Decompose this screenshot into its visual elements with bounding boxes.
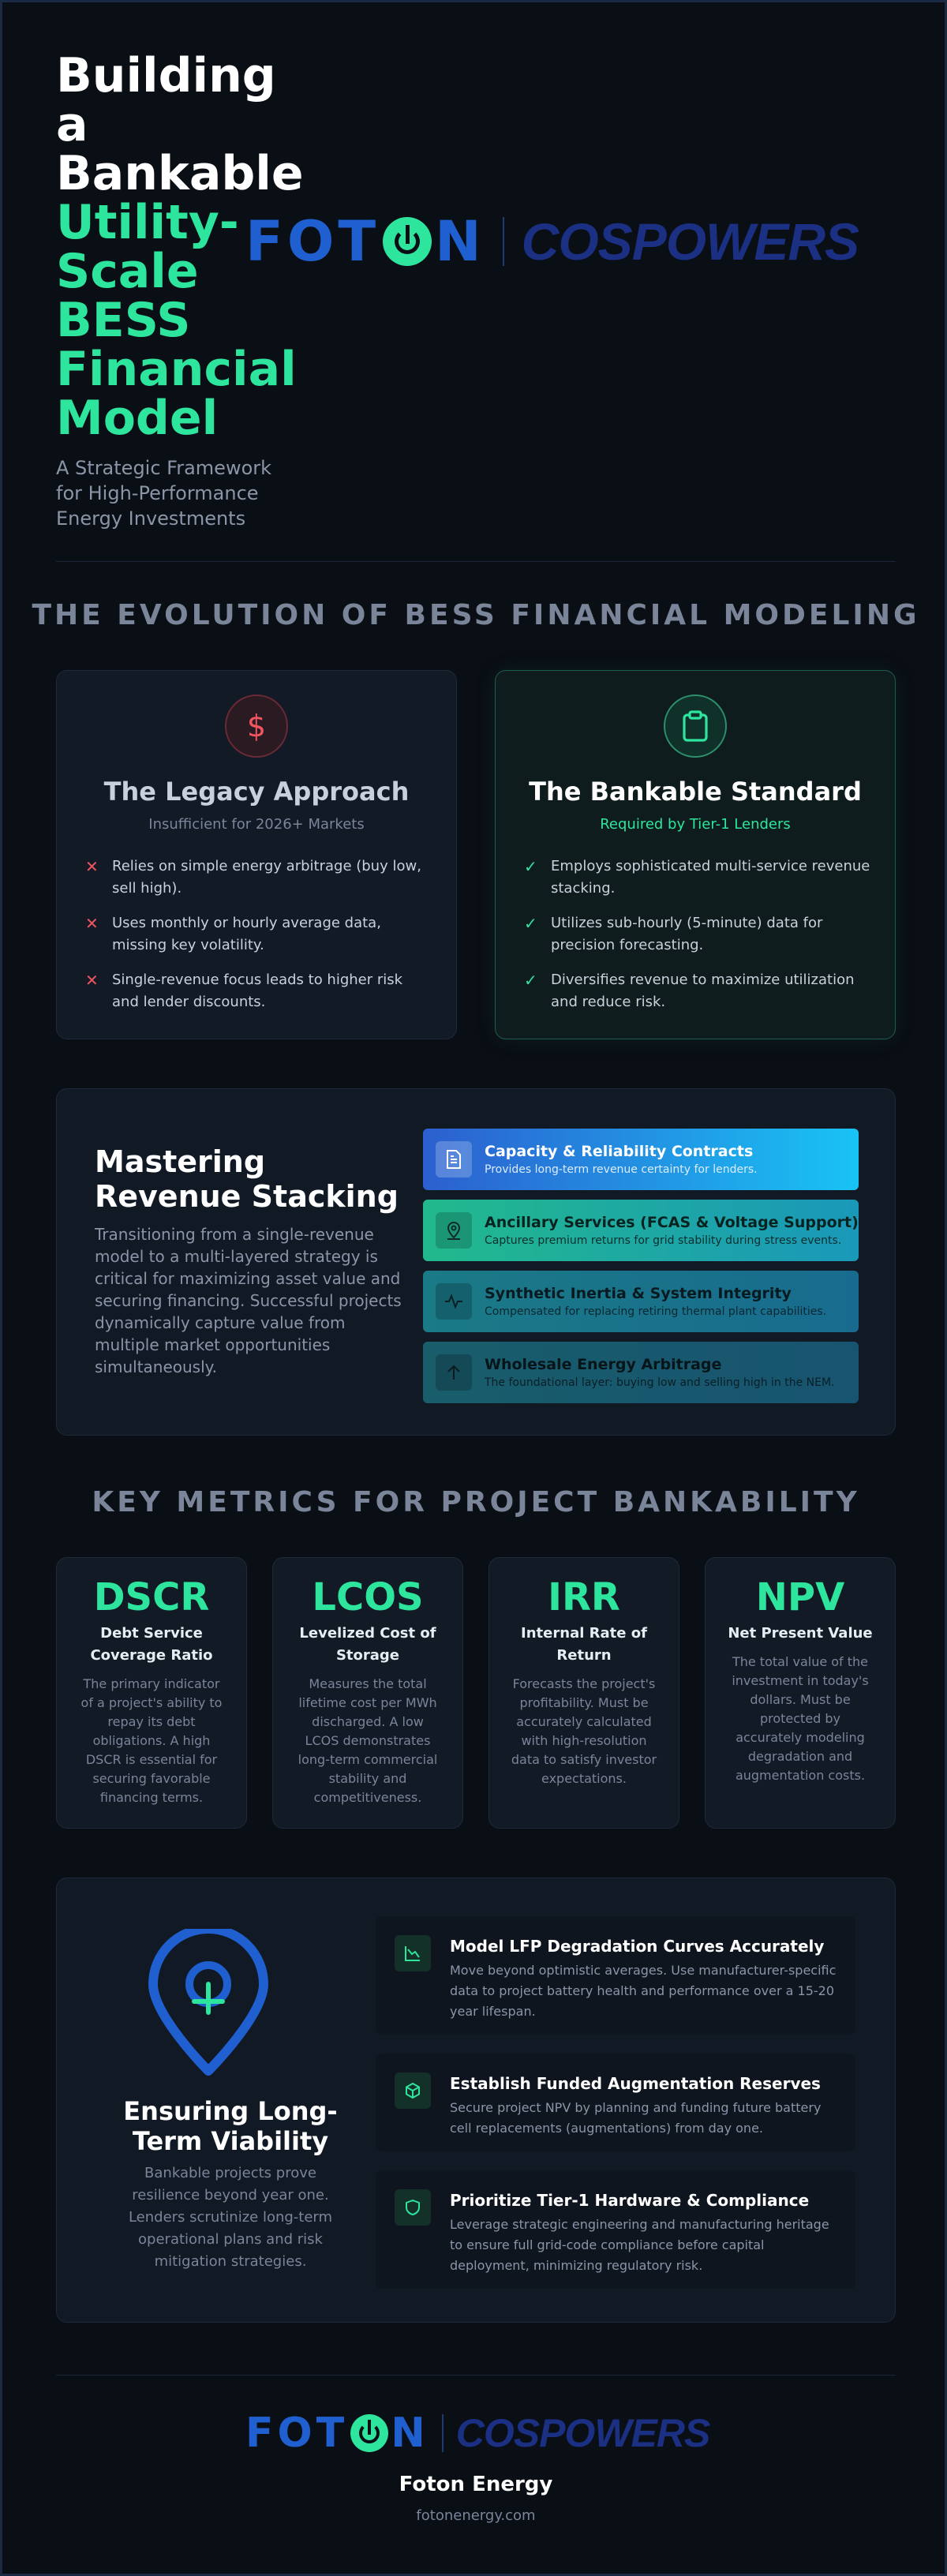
arrow-up-icon	[436, 1354, 472, 1391]
list-item	[85, 969, 432, 1013]
list-item	[524, 856, 871, 900]
section-divider	[56, 2375, 896, 2376]
hero-title-line: Model	[56, 391, 219, 446]
revenue-layer	[423, 1129, 859, 1190]
metric-text: Measures the total lifetime cost per MWh discharged. A low LCOS demonstrates long-term commercial stability and competitiveness.	[298, 1676, 438, 1805]
standard-list	[524, 856, 871, 1026]
x-icon: ✕	[85, 857, 99, 876]
list-item	[524, 969, 871, 1013]
hero-section	[56, 48, 896, 530]
viability-step	[376, 1916, 855, 2035]
step-title: Establish Funded Augmentation Reserves	[450, 2074, 821, 2093]
list-item-text: Relies on simple energy arbitrage (buy low, sell high).	[112, 858, 421, 897]
list-item-text: Uses monthly or hourly average data, missing key volatility.	[112, 915, 381, 953]
metric-abbr: LCOS	[312, 1575, 424, 1619]
list-item-text: Single-revenue focus leads to higher risk and lender discounts.	[112, 972, 403, 1010]
map-pin-icon	[145, 1929, 271, 2082]
step-title: Model LFP Degradation Curves Accurately	[450, 1937, 825, 1956]
foton-logo-text-end: N	[435, 209, 485, 274]
standard-tag: Required by Tier-1 Lenders	[600, 816, 791, 833]
viability-step	[376, 2170, 855, 2289]
revenue-stacking-section	[56, 1088, 896, 1436]
viability-description: Bankable projects prove resilience beyond year one. Lenders scrutinize long-term operational plans and risk mitigation strategies.	[128, 2165, 333, 2270]
layer-desc: The foundational layer: buying low and selling high in the NEM.	[485, 1376, 835, 1389]
layer-title: Wholesale Energy Arbitrage	[485, 1356, 722, 1373]
metric-card-irr	[488, 1557, 679, 1829]
cube-icon	[395, 2072, 431, 2109]
dollar-icon: $	[225, 695, 288, 758]
foton-logo	[245, 209, 485, 274]
x-icon: ✕	[85, 971, 99, 990]
foton-logo-text: FOT	[245, 2409, 349, 2457]
viability-section	[56, 1878, 896, 2323]
cospowers-logo: COSPOWERS	[455, 2411, 710, 2455]
standard-title: The Bankable Standard	[529, 777, 862, 807]
hero-title-line: Bankable	[56, 146, 304, 201]
layer-title: Capacity & Reliability Contracts	[485, 1143, 754, 1160]
check-icon: ✓	[524, 857, 537, 876]
metric-card-npv	[705, 1557, 896, 1829]
footer-company: Foton Energy	[399, 2473, 553, 2496]
hero-title-line: Scale	[56, 244, 199, 299]
list-item	[85, 912, 432, 957]
check-icon: ✓	[524, 914, 537, 933]
layer-title: Ancillary Services (FCAS & Voltage Support)	[485, 1214, 859, 1231]
hero-title-line: Building	[56, 48, 276, 103]
metric-text: The total value of the investment in today's dollars. Must be protected by accurately modeling degradation and augmentation costs.	[732, 1654, 869, 1783]
bankable-standard-card	[495, 670, 896, 1039]
layer-desc: Captures premium returns for grid stability during stress events.	[485, 1234, 842, 1247]
viability-step	[376, 2054, 855, 2151]
layer-desc: Compensated for replacing retiring thermal plant capabilities.	[485, 1305, 827, 1318]
metric-abbr: IRR	[548, 1575, 620, 1619]
footer-brand-logo	[245, 2409, 709, 2457]
check-icon: ✓	[524, 971, 537, 990]
step-desc: Move beyond optimistic averages. Use manufacturer-specific data to project battery health and performance over a 15-20 year lifespan.	[450, 1963, 837, 2019]
revenue-layer	[423, 1271, 859, 1332]
metric-name: Levelized Cost of Storage	[299, 1625, 436, 1664]
cospowers-logo: COSPOWERS	[521, 212, 859, 271]
metric-text: The primary indicator of a project's ability to repay its debt obligations. A high DSCR is essential for securing favorable financing terms.	[80, 1676, 223, 1805]
hero-title-line: Financial	[56, 342, 297, 397]
legacy-approach-card	[56, 670, 457, 1039]
power-icon	[350, 2414, 388, 2452]
metric-name: Debt Service Coverage Ratio	[90, 1625, 213, 1664]
step-title: Prioritize Tier-1 Hardware & Compliance	[450, 2191, 810, 2210]
footer-url[interactable]: fotonenergy.com	[416, 2507, 536, 2524]
metric-abbr: NPV	[755, 1575, 845, 1619]
location-icon	[436, 1212, 472, 1249]
metrics-title: KEY METRICS FOR PROJECT BANKABILITY	[92, 1486, 860, 1518]
line-chart-icon	[395, 1935, 431, 1971]
foton-logo	[245, 2409, 429, 2457]
pulse-icon	[436, 1283, 472, 1320]
stacking-title: Mastering Revenue Stacking	[95, 1144, 399, 1214]
hero-title-line: a	[56, 97, 88, 152]
shield-icon	[395, 2189, 431, 2226]
step-desc: Secure project NPV by planning and funding future battery cell replacements (augmentations) from day one.	[450, 2100, 822, 2136]
metric-abbr: DSCR	[93, 1575, 210, 1619]
list-item-text: Employs sophisticated multi-service revenue stacking.	[551, 858, 870, 897]
step-desc: Leverage strategic engineering and manufacturing heritage to ensure full grid-code compliance before capital deployment, minimizing regulatory risk.	[450, 2217, 829, 2273]
hero-subtitle: A Strategic Framework for High-Performance Energy Investments	[56, 457, 272, 530]
revenue-layer	[423, 1200, 859, 1261]
viability-title: Ensuring Long-Term Viability	[123, 2096, 338, 2156]
stacking-description: Transitioning from a single-revenue model to a multi-layered strategy is critical for maximizing asset value and securing financing. Successful projects dynamically capture value from multiple market opportunities simultaneously.	[95, 1225, 402, 1376]
power-icon	[383, 217, 432, 266]
metric-name: Net Present Value	[728, 1625, 873, 1642]
hero-title-line: BESS	[56, 293, 191, 348]
list-item	[524, 912, 871, 957]
legacy-title: The Legacy Approach	[103, 777, 410, 807]
metric-name: Internal Rate of Return	[521, 1625, 647, 1664]
metric-text: Forecasts the project's profitability. Must be accurately calculated with high-resolution data to satisfy investor expectations.	[511, 1676, 657, 1786]
clipboard-icon	[664, 695, 727, 758]
document-icon	[436, 1141, 472, 1178]
brand-logo	[245, 209, 859, 274]
list-item-text: Diversifies revenue to maximize utilization and reduce risk.	[551, 972, 855, 1010]
list-item	[85, 856, 432, 900]
revenue-layer	[423, 1342, 859, 1403]
layer-desc: Provides long-term revenue certainty for lenders.	[485, 1163, 758, 1176]
legacy-tag: Insufficient for 2026+ Markets	[148, 816, 365, 833]
foton-logo-text-end: N	[391, 2409, 429, 2457]
foton-logo-text: FOT	[245, 209, 380, 274]
list-item-text: Utilizes sub-hourly (5-minute) data for precision forecasting.	[551, 915, 823, 953]
x-icon: ✕	[85, 914, 99, 933]
hero-title-line: Utility-	[56, 195, 239, 250]
evolution-title: THE EVOLUTION OF BESS FINANCIAL MODELING	[32, 599, 920, 631]
layer-title: Synthetic Inertia & System Integrity	[485, 1285, 792, 1302]
metric-card-lcos	[272, 1557, 463, 1829]
logo-separator	[442, 2414, 444, 2452]
legacy-list	[85, 856, 432, 1026]
metric-card-dscr	[56, 1557, 247, 1829]
logo-separator	[503, 217, 504, 266]
section-divider	[56, 561, 896, 562]
